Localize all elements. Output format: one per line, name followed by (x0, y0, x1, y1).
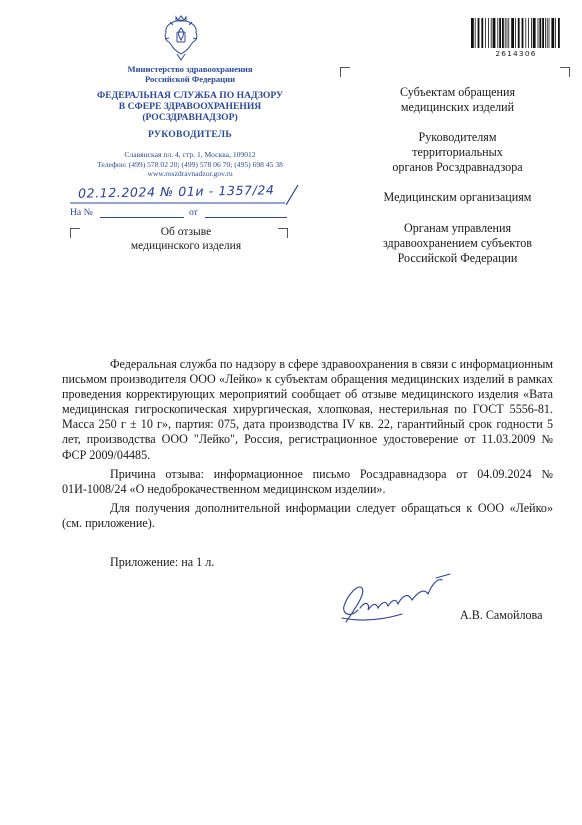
coat-of-arms-emblem (160, 14, 202, 62)
barcode-bar (525, 18, 526, 48)
addressee-subjects (350, 85, 565, 115)
service-line: В СФЕРЕ ЗДРАВООХРАНЕНИЯ (118, 101, 262, 112)
service-line: ФЕДЕРАЛЬНАЯ СЛУЖБА ПО НАДЗОРУ (96, 90, 284, 101)
barcode-bar (497, 18, 498, 48)
signatory-name: А.В. Самойлова (460, 608, 543, 622)
body-paragraph: Для получения дополнительной информации следует обращаться к ООО «Лейко» (см. приложение). (62, 500, 553, 530)
letter-subject (86, 225, 286, 253)
barcode-bar (493, 18, 496, 48)
addressee-corner-right (560, 67, 570, 77)
addressee-medical-orgs (350, 190, 565, 205)
service-line: (РОСЗДРАВНАДЗОР) (142, 112, 238, 123)
barcode-bar (471, 18, 474, 48)
ministry-name (90, 64, 290, 84)
barcode-bar (515, 18, 516, 48)
barcode-bar (502, 18, 504, 48)
addressee-block (350, 85, 565, 281)
barcode-bar (547, 18, 548, 48)
subject-line: медицинского изделия (130, 240, 242, 252)
barcode-bar (511, 18, 514, 48)
ministry-line: Российской Федерации (144, 74, 236, 84)
barcode-bar (488, 18, 489, 48)
barcode-bar (518, 18, 520, 48)
barcode-bar (491, 18, 492, 48)
body-paragraph: Федеральная служба по надзору в сфере здравоохранения в связи с информационным письмом производителя ООО «Лейко» к субъектам обращения медицинских изделий в рамках проведения корректирующих мероприятий сообщает об отзыве медицинского изделия «Вата медицинская гигроскопическая хирургическая, хлопковая, нестерильная по ГОСТ 5556-81. Масса 250 г ± 10 г», партия: 075, дата производства IV кв. 22, гарантийный срок годности 5 лет, производства ООО "Лейко", Россия, регистрационное удостоверение от 11.03.2009 № ФСР 2009/04485. (62, 357, 553, 462)
barcode-bar (522, 18, 524, 48)
contacts-block (70, 150, 310, 179)
barcode-bar (545, 18, 546, 48)
addressee-line: здравоохранением субъектов (382, 235, 532, 250)
ministry-line: Министерство здравоохранения (127, 64, 253, 74)
ref-number-label: На № (70, 207, 93, 218)
barcode-bar (508, 18, 509, 48)
barcode-bar (475, 18, 476, 48)
barcode-bar (538, 18, 539, 48)
addressee-line: органов Росздравнадзора (392, 160, 523, 175)
barcode-bar (485, 18, 486, 48)
barcode-bar (533, 18, 536, 48)
barcode-number: 2614306 (495, 49, 537, 58)
addressee-corner-left (340, 67, 350, 77)
addressee-line: Медицинским организациям (383, 190, 532, 205)
head-title: РУКОВОДИТЕЛЬ (147, 129, 233, 140)
address-line: Славянская пл. 4, стр. 1, Москва, 109012 (124, 150, 256, 159)
addressee-line: медицинских изделий (400, 100, 515, 115)
ref-number-line (100, 217, 184, 218)
barcode-bar (528, 18, 529, 48)
registration-number: 02.12.2024 № 01и - 1357/24 (77, 182, 275, 201)
addressee-line: территориальных (412, 145, 503, 160)
barcode-bar (555, 18, 556, 48)
barcode-bar (507, 18, 508, 48)
handwritten-signature (332, 570, 472, 630)
barcode-bar (539, 18, 541, 48)
ref-date-line (205, 217, 287, 218)
addressee-health-authorities (350, 221, 565, 266)
addressee-line: Органам управления (403, 220, 512, 235)
addressee-line: Руководителям (418, 130, 497, 145)
barcode-bar (549, 18, 550, 48)
service-name (78, 90, 302, 123)
website-link[interactable]: www.roszdravnadzor.gov.ru (147, 169, 233, 179)
addressee-line: Российской Федерации (397, 250, 518, 265)
addressee-territorial (350, 130, 565, 175)
subject-corner-left (70, 228, 80, 238)
barcode-bar (481, 18, 483, 48)
barcode (470, 18, 562, 48)
subject-line: Об отзыве (160, 226, 212, 238)
letter-body (62, 357, 553, 535)
barcode-bar (542, 18, 544, 48)
ref-date-label: от (189, 207, 198, 218)
barcode-bar (505, 18, 506, 48)
barcode-bar (551, 18, 554, 48)
addressee-line: Субъектам обращения (399, 85, 516, 99)
barcode-bar (499, 18, 501, 48)
barcode-bar (558, 18, 560, 48)
barcode-bar (531, 18, 532, 48)
barcode-bar (478, 18, 480, 48)
body-paragraph: Причина отзыва: информационное письмо Росздравнадзора от 04.09.2024 № 01И-1008/24 «О недоброкачественном медицинском изделии». (62, 466, 553, 496)
phone-line: Телефон: (499) 578 02 20; (499) 578 06 70; (495) 698 45 38 (97, 159, 283, 169)
attachment-note: Приложение: на 1 л. (110, 555, 215, 569)
